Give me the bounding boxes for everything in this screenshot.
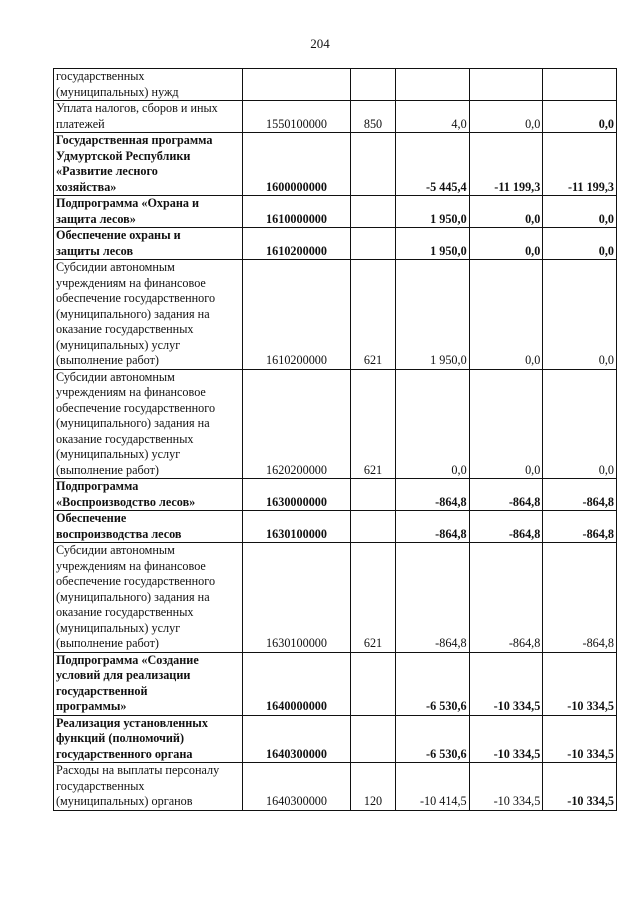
- amount-cell-3: [543, 69, 617, 101]
- expense-type-cell: [351, 652, 396, 715]
- amount-cell-2: 0,0: [469, 196, 543, 228]
- amount-cell-2: 0,0: [469, 260, 543, 370]
- row-name-cell: [54, 369, 243, 479]
- row-name-text: Обеспечение воспроизводства лесов: [56, 511, 182, 541]
- amount-cell-1: -864,8: [396, 479, 470, 511]
- amount-cell-3: -864,8: [543, 543, 617, 653]
- row-name-cell: [54, 228, 243, 260]
- row-name-cell: [54, 69, 243, 101]
- row-name-cell: [54, 196, 243, 228]
- table-row: [54, 260, 617, 370]
- expense-type-cell: 120: [351, 763, 396, 811]
- amount-cell-3: 0,0: [543, 260, 617, 370]
- amount-cell-2: 0,0: [469, 101, 543, 133]
- table-row: [54, 101, 617, 133]
- expense-type-cell: [351, 133, 396, 196]
- row-name-cell: [54, 652, 243, 715]
- row-name-cell: [54, 511, 243, 543]
- row-name-cell: [54, 479, 243, 511]
- expense-type-cell: [351, 196, 396, 228]
- row-name-cell: [54, 101, 243, 133]
- amount-cell-1: 1 950,0: [396, 260, 470, 370]
- table-row: [54, 715, 617, 763]
- amount-cell-2: [469, 69, 543, 101]
- table-row: [54, 511, 617, 543]
- table-row: [54, 133, 617, 196]
- target-code-cell: [243, 69, 351, 101]
- row-name-cell: [54, 133, 243, 196]
- amount-cell-1: 0,0: [396, 369, 470, 479]
- row-name-text: Обеспечение охраны и защиты лесов: [56, 228, 181, 258]
- table-row: [54, 763, 617, 811]
- amount-cell-2: -10 334,5: [469, 715, 543, 763]
- row-name-text: Субсидии автономным учреждениям на финансовое обеспечение государственного (муниципального) задания на оказание государственных (муниципальных) услуг (выполнение работ): [56, 260, 216, 367]
- amount-cell-3: 0,0: [543, 196, 617, 228]
- target-code-cell: 1640000000: [243, 652, 351, 715]
- target-code-cell: 1630100000: [243, 543, 351, 653]
- row-name-cell: [54, 543, 243, 653]
- target-code-cell: 1610000000: [243, 196, 351, 228]
- table-row: [54, 652, 617, 715]
- row-name-text: Уплата налогов, сборов и иных платежей: [56, 101, 218, 131]
- amount-cell-2: -864,8: [469, 479, 543, 511]
- amount-cell-1: -5 445,4: [396, 133, 470, 196]
- target-code-cell: 1640300000: [243, 715, 351, 763]
- amount-cell-1: 4,0: [396, 101, 470, 133]
- amount-cell-3: 0,0: [543, 101, 617, 133]
- amount-cell-3: 0,0: [543, 228, 617, 260]
- amount-cell-1: 1 950,0: [396, 228, 470, 260]
- amount-cell-1: [396, 69, 470, 101]
- target-code-cell: 1630100000: [243, 511, 351, 543]
- expense-type-cell: [351, 479, 396, 511]
- amount-cell-3: -10 334,5: [543, 715, 617, 763]
- expense-type-cell: 850: [351, 101, 396, 133]
- row-name-cell: [54, 715, 243, 763]
- target-code-cell: 1600000000: [243, 133, 351, 196]
- amount-cell-3: 0,0: [543, 369, 617, 479]
- amount-cell-2: -10 334,5: [469, 763, 543, 811]
- target-code-cell: 1620200000: [243, 369, 351, 479]
- amount-cell-1: -864,8: [396, 511, 470, 543]
- row-name-text: Реализация установленных функций (полномочий) государственного органа: [56, 715, 208, 761]
- amount-cell-2: -864,8: [469, 543, 543, 653]
- amount-cell-3: -864,8: [543, 479, 617, 511]
- amount-cell-2: 0,0: [469, 369, 543, 479]
- expense-type-cell: [351, 228, 396, 260]
- table-row: [54, 479, 617, 511]
- amount-cell-2: 0,0: [469, 228, 543, 260]
- budget-table: [53, 68, 617, 811]
- row-name-text: государственных (муниципальных) нужд: [56, 69, 179, 99]
- amount-cell-2: -10 334,5: [469, 652, 543, 715]
- amount-cell-1: -10 414,5: [396, 763, 470, 811]
- target-code-cell: 1640300000: [243, 763, 351, 811]
- amount-cell-2: -11 199,3: [469, 133, 543, 196]
- amount-cell-3: -11 199,3: [543, 133, 617, 196]
- table-row: [54, 228, 617, 260]
- row-name-text: Расходы на выплаты персоналу государственных (муниципальных) органов: [56, 763, 220, 808]
- amount-cell-3: -10 334,5: [543, 763, 617, 811]
- row-name-cell: [54, 260, 243, 370]
- row-name-text: Субсидии автономным учреждениям на финансовое обеспечение государственного (муниципального) задания на оказание государственных (муниципальных) услуг (выполнение работ): [56, 543, 216, 650]
- target-code-cell: 1610200000: [243, 228, 351, 260]
- amount-cell-1: -864,8: [396, 543, 470, 653]
- expense-type-cell: [351, 69, 396, 101]
- table-row: [54, 69, 617, 101]
- target-code-cell: 1630000000: [243, 479, 351, 511]
- table-row: [54, 369, 617, 479]
- expense-type-cell: [351, 511, 396, 543]
- table-row: [54, 543, 617, 653]
- expense-type-cell: [351, 715, 396, 763]
- amount-cell-2: -864,8: [469, 511, 543, 543]
- target-code-cell: 1550100000: [243, 101, 351, 133]
- row-name-text: Подпрограмма «Создание условий для реализации государственной программы»: [56, 652, 199, 713]
- expense-type-cell: 621: [351, 543, 396, 653]
- amount-cell-3: -10 334,5: [543, 652, 617, 715]
- row-name-text: Подпрограмма «Воспроизводство лесов»: [56, 479, 196, 509]
- target-code-cell: 1610200000: [243, 260, 351, 370]
- expense-type-cell: 621: [351, 369, 396, 479]
- amount-cell-1: -6 530,6: [396, 652, 470, 715]
- expense-type-cell: 621: [351, 260, 396, 370]
- row-name-cell: [54, 763, 243, 811]
- row-name-text: Государственная программа Удмуртской Республики «Развитие лесного хозяйства»: [56, 133, 213, 194]
- table-row: [54, 196, 617, 228]
- page-number: 204: [310, 36, 330, 51]
- amount-cell-1: -6 530,6: [396, 715, 470, 763]
- amount-cell-1: 1 950,0: [396, 196, 470, 228]
- row-name-text: Субсидии автономным учреждениям на финансовое обеспечение государственного (муниципального) задания на оказание государственных (муниципальных) услуг (выполнение работ): [56, 369, 216, 477]
- row-name-text: Подпрограмма «Охрана и защита лесов»: [56, 196, 200, 226]
- amount-cell-3: -864,8: [543, 511, 617, 543]
